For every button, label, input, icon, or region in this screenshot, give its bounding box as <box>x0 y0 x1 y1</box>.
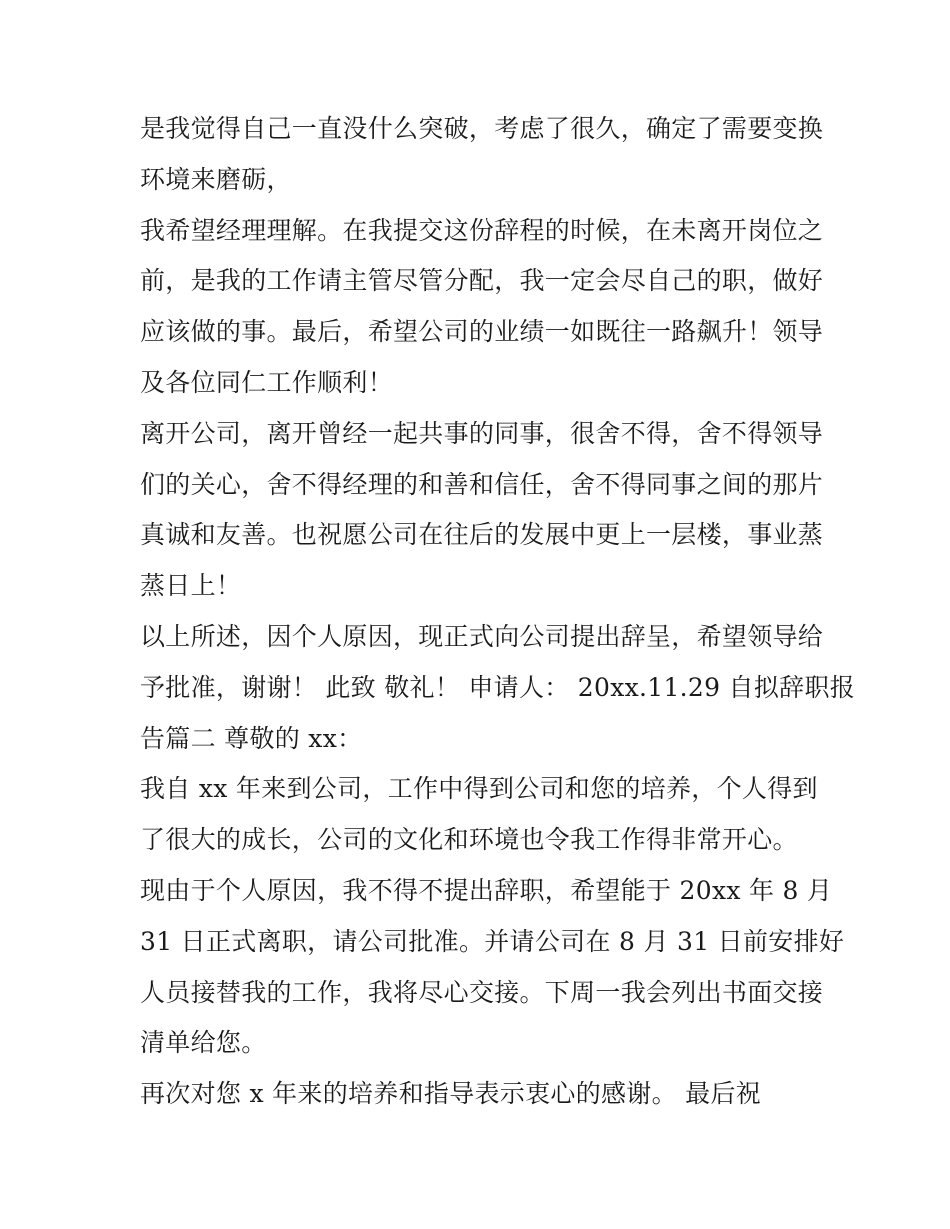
text-line: 以上所述，因个人原因，现正式向公司提出辞呈，希望领导给 <box>140 621 824 651</box>
text-line: 我希望经理理解。在我提交这份辞程的时候，在未离开岗位之 <box>140 215 824 245</box>
text-line: 再次对您 x 年来的培养和指导表示衷心的感谢。 最后祝 <box>140 1079 762 1109</box>
text-line: 真诚和友善。也祝愿公司在往后的发展中更上一层楼，事业蒸 <box>140 520 824 550</box>
text-line: 了很大的成长，公司的文化和环境也令我工作得非常开心。 <box>140 825 798 855</box>
text-line: 是我觉得自己一直没什么突破，考虑了很久，确定了需要变换 <box>140 114 824 143</box>
text-line: 人员接替我的工作，我将尽心交接。下周一我会列出书面交接 <box>140 977 824 1007</box>
text-line: 清单给您。 <box>140 1028 267 1058</box>
text-line: 蒸日上！ <box>140 571 242 601</box>
text-line: 环境来磨砺， <box>140 164 292 194</box>
text-line: 告篇二 尊敬的 xx： <box>140 723 363 753</box>
text-line: 前，是我的工作请主管尽管分配，我一定会尽自己的职，做好 <box>140 266 824 296</box>
text-line: 们的关心，舍不得经理的和善和信任，舍不得同事之间的那片 <box>140 469 824 499</box>
text-line: 应该做的事。最后，希望公司的业绩一如既往一路飙升！领导 <box>140 317 824 347</box>
text-line: 现由于个人原因，我不得不提出辞职，希望能于 20xx 年 8 月 <box>140 875 833 905</box>
document-body <box>140 104 856 1120</box>
text-line: 我自 xx 年来到公司，工作中得到公司和您的培养，个人得到 <box>140 774 818 804</box>
text-line: 予批准，谢谢！ 此致 敬礼！ 申请人： 20xx.11.29 自拟辞职报 <box>140 672 856 702</box>
text-line: 31 日正式离职，请公司批准。并请公司在 8 月 31 日前安排好 <box>140 926 845 956</box>
text-line: 及各位同仁工作顺利！ <box>140 367 394 397</box>
text-line: 离开公司，离开曾经一起共事的同事，很舍不得，舍不得领导 <box>140 418 824 448</box>
